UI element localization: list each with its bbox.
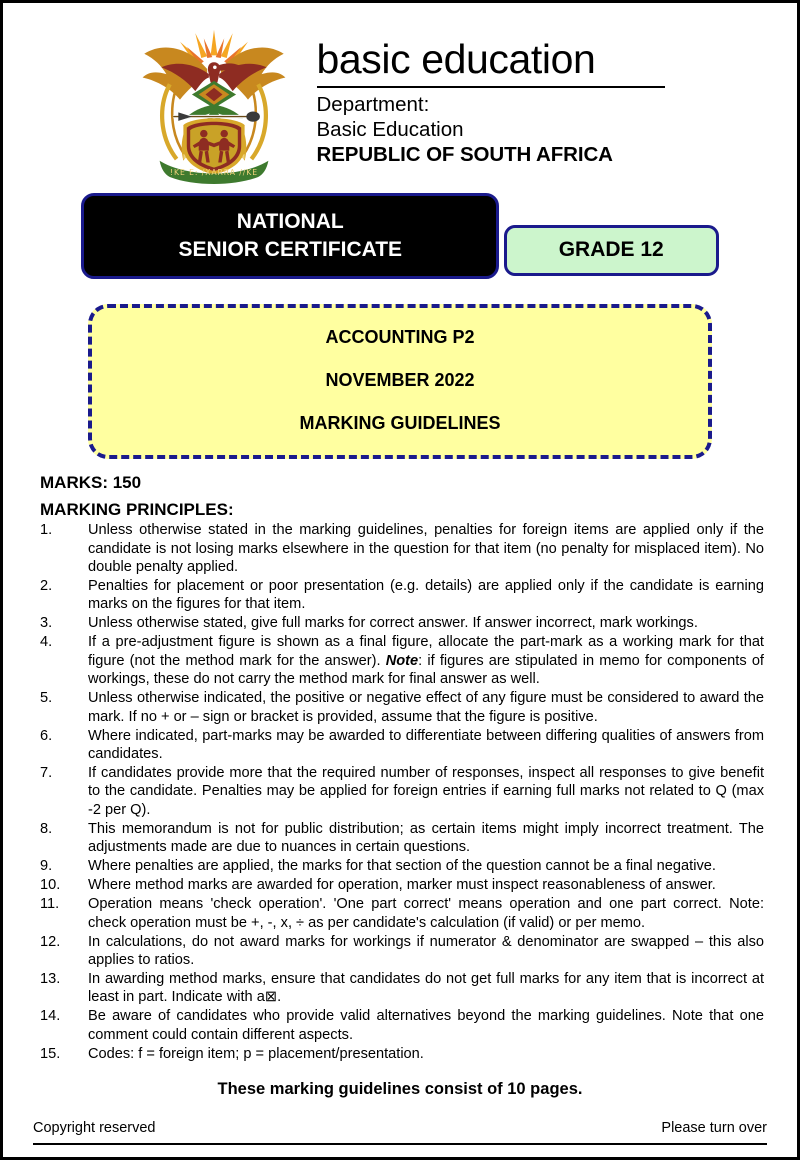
item-number: 9. xyxy=(40,858,53,875)
copyright-notice: Copyright reserved xyxy=(33,1120,156,1136)
item-number: 10. xyxy=(40,877,61,894)
exam-session: NOVEMBER 2022 xyxy=(325,370,475,391)
list-item xyxy=(40,1007,764,1044)
wordmark-title: basic education xyxy=(316,36,596,82)
item-text: Codes: f = foreign item; p = placement/presentation. xyxy=(88,1045,424,1062)
item-number: 7. xyxy=(40,765,53,781)
title-box-group xyxy=(33,191,767,459)
item-text: Unless otherwise indicated, the positive or negative effect of any figure must be considered to award the mark. If no + or – sign or bracket is provided, assume that the figure is positive. xyxy=(88,690,764,725)
item-number: 3. xyxy=(40,615,53,632)
document-type: MARKING GUIDELINES xyxy=(299,413,501,434)
item-text: Where penalties are applied, the marks for that section of the question cannot be a final negative. xyxy=(88,858,716,875)
item-number: 11. xyxy=(40,896,60,913)
svg-text:!KE E: /XARRA //KE: !KE E: /XARRA //KE xyxy=(169,168,258,178)
grade-box: GRADE 12 xyxy=(504,225,719,276)
item-number: 12. xyxy=(40,933,61,950)
item-text-after: : if figures are stipulated in memo for components of workings, these do not carry the method mark for final answer as well. xyxy=(88,652,764,688)
list-item xyxy=(40,970,764,1007)
item-text: Penalties for placement or poor presentation (e.g. details) are applied only if the candidate is earning marks on the figures for that item. xyxy=(88,577,764,613)
list-item xyxy=(40,876,764,894)
item-text: Unless otherwise stated, give full marks for correct answer. If answer incorrect, mark workings. xyxy=(88,615,698,632)
document-masthead xyxy=(33,11,767,191)
item-text xyxy=(88,633,764,688)
page-footer xyxy=(33,1120,767,1145)
list-item xyxy=(40,614,764,632)
marking-principles-heading: MARKING PRINCIPLES: xyxy=(40,500,234,520)
item-text: Where indicated, part-marks may be awarded to differentiate between differing qualities of answers from candidates. xyxy=(88,727,764,763)
total-marks: MARKS: 150 xyxy=(40,473,142,493)
list-item xyxy=(40,895,764,932)
item-text: Be aware of candidates who provide valid alternatives beyond the marking guidelines. Note that one comment could contain different aspects. xyxy=(88,1008,764,1043)
coat-of-arms-icon xyxy=(129,17,299,189)
item-number: 5. xyxy=(40,690,53,707)
item-text: In calculations, do not award marks for workings if numerator & denominator are swapped – this also applies to ratios. xyxy=(88,933,764,969)
subject-details-box xyxy=(88,304,712,459)
list-item xyxy=(40,857,764,875)
item-text: Operation means 'check operation'. 'One part correct' means operation and one part correct. Note: check operation must be +, -, x, ÷ as per candidate's calculation (if valid) or per memo. xyxy=(88,896,764,931)
department-name: Basic Education xyxy=(316,118,464,141)
item-number: 13. xyxy=(40,970,61,987)
item-text: Where method marks are awarded for operation, marker must inspect reasonableness of answer. xyxy=(88,877,716,894)
list-item xyxy=(40,577,764,614)
list-item xyxy=(40,764,764,819)
item-text: Unless otherwise stated in the marking guidelines, penalties for foreign items are applied only if the candidate is not losing marks elsewhere in the question for that item (no penalty for misplaced item). No double penalty applied. xyxy=(88,522,764,576)
item-text: This memorandum is not for public distribution; as certain items might imply incorrect treatment. The adjustments made are due to nuances in certain questions. xyxy=(88,820,764,856)
item-number: 1. xyxy=(40,522,53,539)
department-label: Department: xyxy=(316,93,430,116)
list-item xyxy=(40,521,764,576)
item-text: In awarding method marks, ensure that candidates do not get full marks for any item that is incorrect at least in part. Indicate with a⊠. xyxy=(88,970,764,1006)
basic-education-wordmark xyxy=(317,17,672,167)
list-item xyxy=(40,689,764,726)
list-item xyxy=(40,727,764,764)
item-text-before: If a pre-adjustment figure is shown as a final figure, allocate the part-mark as a working mark for that figure (not the method mark for the answer). xyxy=(88,634,764,669)
item-text: If candidates provide more that the required number of responses, inspect all responses to give benefit to the candidate. Penalties may be applied for foreign entries if earning full marks not related to Q (max -2 per Q). xyxy=(88,765,764,818)
national-senior-certificate-box xyxy=(81,193,499,279)
certificate-line-2: SENIOR CERTIFICATE xyxy=(178,237,403,261)
country-name: REPUBLIC OF SOUTH AFRICA xyxy=(316,143,613,166)
item-number: 4. xyxy=(40,634,53,651)
wordmark-divider xyxy=(317,86,665,88)
subject-name: ACCOUNTING P2 xyxy=(325,327,475,348)
item-number: 8. xyxy=(40,820,53,837)
item-number: 6. xyxy=(40,727,53,744)
item-number: 14. xyxy=(40,1008,61,1025)
item-number: 2. xyxy=(40,577,53,594)
marking-principles-list xyxy=(33,521,767,1063)
list-item xyxy=(40,933,764,970)
turn-over-notice: Please turn over xyxy=(661,1120,767,1136)
item-text-emphasis: Note xyxy=(385,652,419,669)
page-count-note: These marking guidelines consist of 10 pages. xyxy=(217,1080,583,1099)
certificate-line-1: NATIONAL xyxy=(236,210,344,233)
list-item xyxy=(40,1045,764,1063)
list-item xyxy=(40,633,764,688)
list-item xyxy=(40,820,764,857)
item-number: 15. xyxy=(40,1045,61,1062)
